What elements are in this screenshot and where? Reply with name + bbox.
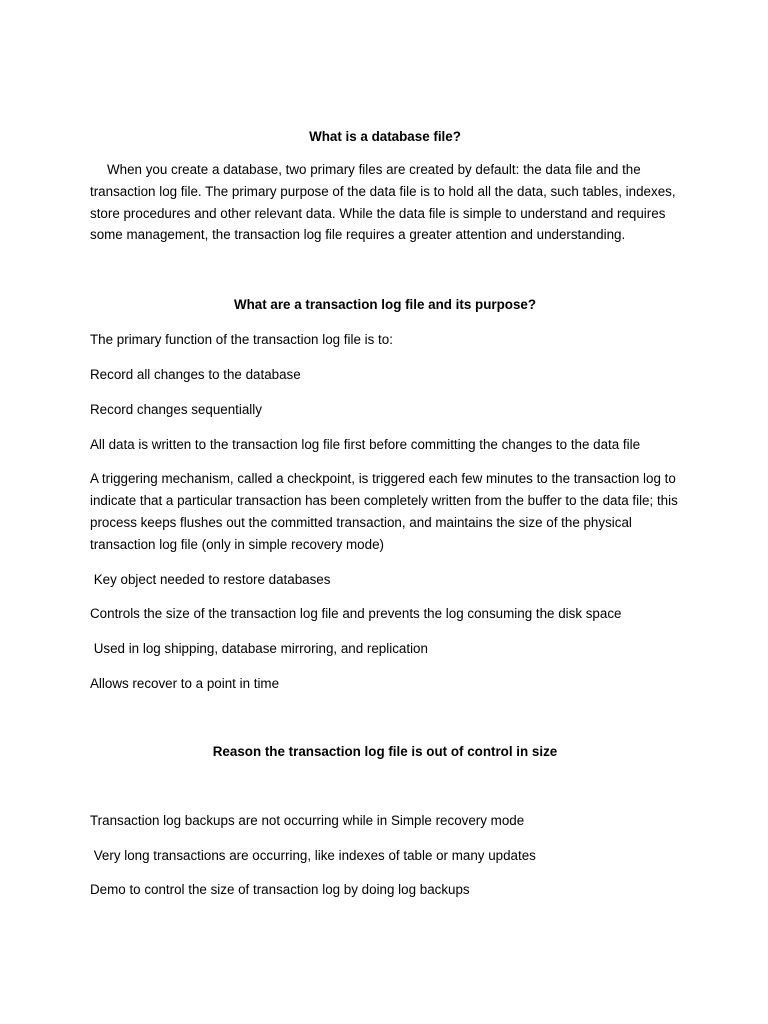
heading-transaction-log-purpose: What are a transaction log file and its purpose? xyxy=(233,297,537,313)
paragraph-database-file: When you create a database, two primary files are created by default: the data file and the transaction log file. The primary purpose of the data file is to hold all the data, such tables, indexes, store procedures and other relevant data. While the data file is simple to understand and requires some management, the transaction log file requires a greater attention and understanding. xyxy=(90,162,676,243)
heading-database-file: What is a database file? xyxy=(309,129,461,144)
paragraph-primary-function: The primary function of the transaction log file is to: xyxy=(90,332,393,348)
list-item-restore: Key object needed to restore databases xyxy=(90,571,331,587)
list-item-log-shipping: Used in log shipping, database mirroring, and replication xyxy=(90,641,428,657)
list-item-checkpoint: A triggering mechanism, called a checkpoint, is triggered each few minutes to the transaction log to indicate that a particular transaction has been completely written from the buffer to the data file; this process keeps flushes out the committed transaction, and maintains the size of the physical transaction log file (only in simple recovery mode) xyxy=(90,471,678,552)
list-item-record-sequentially: Record changes sequentially xyxy=(90,401,262,417)
list-item-no-backups: Transaction log backups are not occurring while in Simple recovery mode xyxy=(90,812,525,828)
document-body xyxy=(90,127,680,901)
list-item-record-changes: Record all changes to the database xyxy=(90,366,301,382)
list-item-written-first: All data is written to the transaction log file first before committing the changes to the data file xyxy=(90,436,641,452)
list-item-long-transactions: Very long transactions are occurring, like indexes of table or many updates xyxy=(90,847,536,863)
list-item-controls-size: Controls the size of the transaction log file and prevents the log consuming the disk space xyxy=(90,606,622,622)
heading-out-of-control: Reason the transaction log file is out of control in size xyxy=(212,743,558,759)
list-item-point-in-time: Allows recover to a point in time xyxy=(90,675,280,691)
list-item-demo: Demo to control the size of transaction log by doing log backups xyxy=(90,882,470,898)
